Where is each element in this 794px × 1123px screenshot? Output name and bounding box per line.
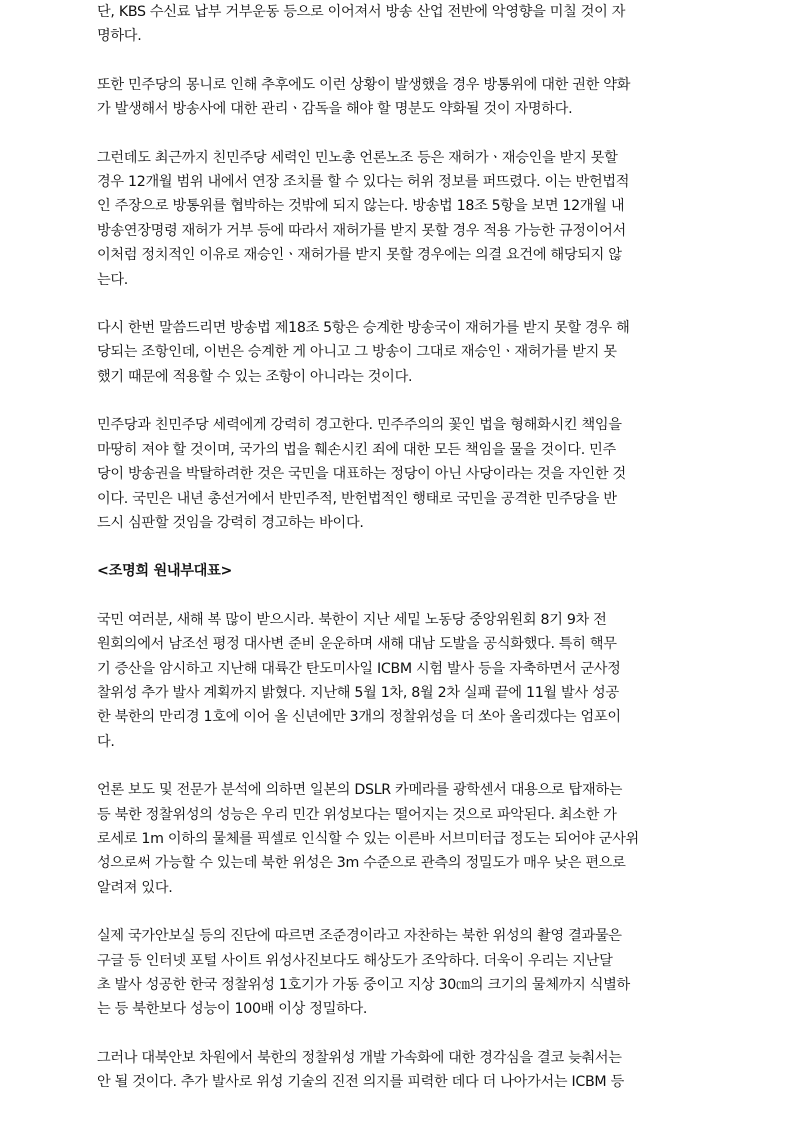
text-line: 등 북한 정찰위성의 성능은 우리 민간 위성보다는 떨어지는 것으로 파악된다. 최소한 가 — [97, 806, 617, 823]
text-line: 는다. — [97, 271, 129, 288]
paragraph — [97, 608, 703, 754]
text-line: 찰위성 추가 발사 계획까지 밝혔다. 지난해 5월 1차, 8월 2차 실패 끝에 11월 발사 성공 — [97, 684, 619, 701]
text-line: 이다. 국민은 내년 총선거에서 반민주적, 반헌법적인 행태로 국민을 공격한 민주당을 반 — [97, 490, 617, 507]
text-line: 그러나 대북안보 차원에서 북한의 정찰위성 개발 가속화에 대한 경각심을 결코 늦춰서는 — [97, 1049, 622, 1066]
text-line: 원회의에서 남조선 평정 대사변 준비 운운하며 새해 대남 도발을 공식화했다. 특히 핵무 — [97, 636, 617, 653]
text-line: 또한 민주당의 몽니로 인해 추후에도 이런 상황이 발생했을 경우 방통위에 대한 권한 약화 — [97, 76, 631, 93]
text-line: 당되는 조항인데, 이번은 승계한 게 아니고 그 방송이 그대로 재승인ㆍ재허가를 받지 못 — [97, 344, 617, 361]
text-line: 안 될 것이다. 추가 발사로 위성 기술의 진전 의지를 피력한 데다 더 나아가서는 ICBM 등 — [97, 1074, 624, 1091]
paragraph — [97, 73, 703, 122]
text-line: 드시 심판할 것임을 강력히 경고하는 바이다. — [97, 514, 364, 531]
text-line: 성으로써 가능할 수 있는데 북한 위성은 3m 수준으로 관측의 정밀도가 매우 낮은 편으로 — [97, 855, 626, 872]
text-line: 경우 12개월 범위 내에서 연장 조치를 할 수 있다는 허위 정보를 퍼뜨렸다. 이는 반헌법적 — [97, 174, 630, 191]
text-line: 실제 국가안보실 등의 진단에 따르면 조준경이라고 자찬하는 북한 위성의 촬영 결과물은 — [97, 928, 622, 945]
text-line: 방송연장명령 재허가 거부 등에 따라서 재허가를 받지 못할 경우 적용 가능한 규정이어서 — [97, 222, 626, 239]
document-body-part-1 — [97, 0, 703, 535]
text-line: 명하다. — [97, 28, 142, 45]
text-line: 가 발생해서 방송사에 대한 관리ㆍ감독을 해야 할 명분도 약화될 것이 자명하다. — [97, 101, 573, 118]
text-line: 단, KBS 수신료 납부 거부운동 등으로 이어져서 방송 산업 전반에 악영향을 미칠 것이 자 — [97, 4, 626, 20]
text-line: 구글 등 인터넷 포털 사이트 위성사진보다도 해상도가 조악하다. 더욱이 우리는 지난달 — [97, 952, 613, 969]
paragraph — [97, 924, 703, 1022]
paragraph — [97, 778, 703, 900]
document-page — [97, 0, 703, 1119]
text-line: 민주당과 친민주당 세력에게 강력히 경고한다. 민주주의의 꽃인 법을 형해화시킨 책임을 — [97, 417, 622, 434]
text-line: 다. — [97, 733, 115, 750]
text-line: 했기 때문에 적용할 수 있는 조항이 아니라는 것이다. — [97, 368, 413, 385]
document-body-part-2 — [97, 608, 703, 1095]
text-line: 한 북한의 만리경 1호에 이어 올 신년에만 3개의 정찰위성을 더 쏘아 올리겠다는 엄포이 — [97, 709, 621, 726]
text-line: 로세로 1m 이하의 물체를 픽셀로 인식할 수 있는 이른바 서브미터급 정도는 되어야 군사위 — [97, 830, 639, 847]
paragraph — [97, 316, 703, 389]
paragraph — [97, 1046, 703, 1095]
speaker-heading: <조명희 원내부대표> — [97, 563, 233, 580]
paragraph — [97, 0, 703, 49]
text-line: 이처럼 정치적인 이유로 재승인ㆍ재허가를 받지 못할 경우에는 의결 요건에 해당되지 않 — [97, 247, 622, 264]
text-line: 는 등 북한보다 성능이 100배 이상 정밀하다. — [97, 1001, 368, 1018]
text-line: 언론 보도 및 전문가 분석에 의하면 일본의 DSLR 카메라를 광학센서 대용으로 탑재하는 — [97, 782, 623, 799]
text-line: 초 발사 성공한 한국 정찰위성 1호기가 가동 중이고 지상 30㎝의 크기의 물체까지 식별하 — [97, 977, 630, 993]
text-line: 인 주장으로 방통위를 협박하는 것밖에 되지 않는다. 방송법 18조 5항을 보면 12개월 내 — [97, 198, 625, 215]
text-line: 그런데도 최근까지 친민주당 세력인 민노총 언론노조 등은 재허가ㆍ재승인을 받지 못할 — [97, 149, 618, 166]
paragraph — [97, 413, 703, 535]
text-line: 다시 한번 말씀드리면 방송법 제18조 5항은 승계한 방송국이 재허가를 받지 못할 경우 해 — [97, 320, 630, 337]
text-line: 당이 방송권을 박탈하려한 것은 국민을 대표하는 정당이 아닌 사당이라는 것을 자인한 것 — [97, 466, 626, 483]
text-line: 기 증산을 암시하고 지난해 대륙간 탄도미사일 ICBM 시험 발사 등을 자축하면서 군사정 — [97, 660, 621, 677]
text-line: 알려져 있다. — [97, 879, 173, 896]
paragraph — [97, 146, 703, 292]
text-line: 국민 여러분, 새해 복 많이 받으시라. 북한이 지난 세밑 노동당 중앙위원회 8기 9차 전 — [97, 611, 607, 628]
text-line: 마땅히 져야 할 것이며, 국가의 법을 훼손시킨 죄에 대한 모든 책임을 물을 것이다. 민주 — [97, 441, 616, 458]
